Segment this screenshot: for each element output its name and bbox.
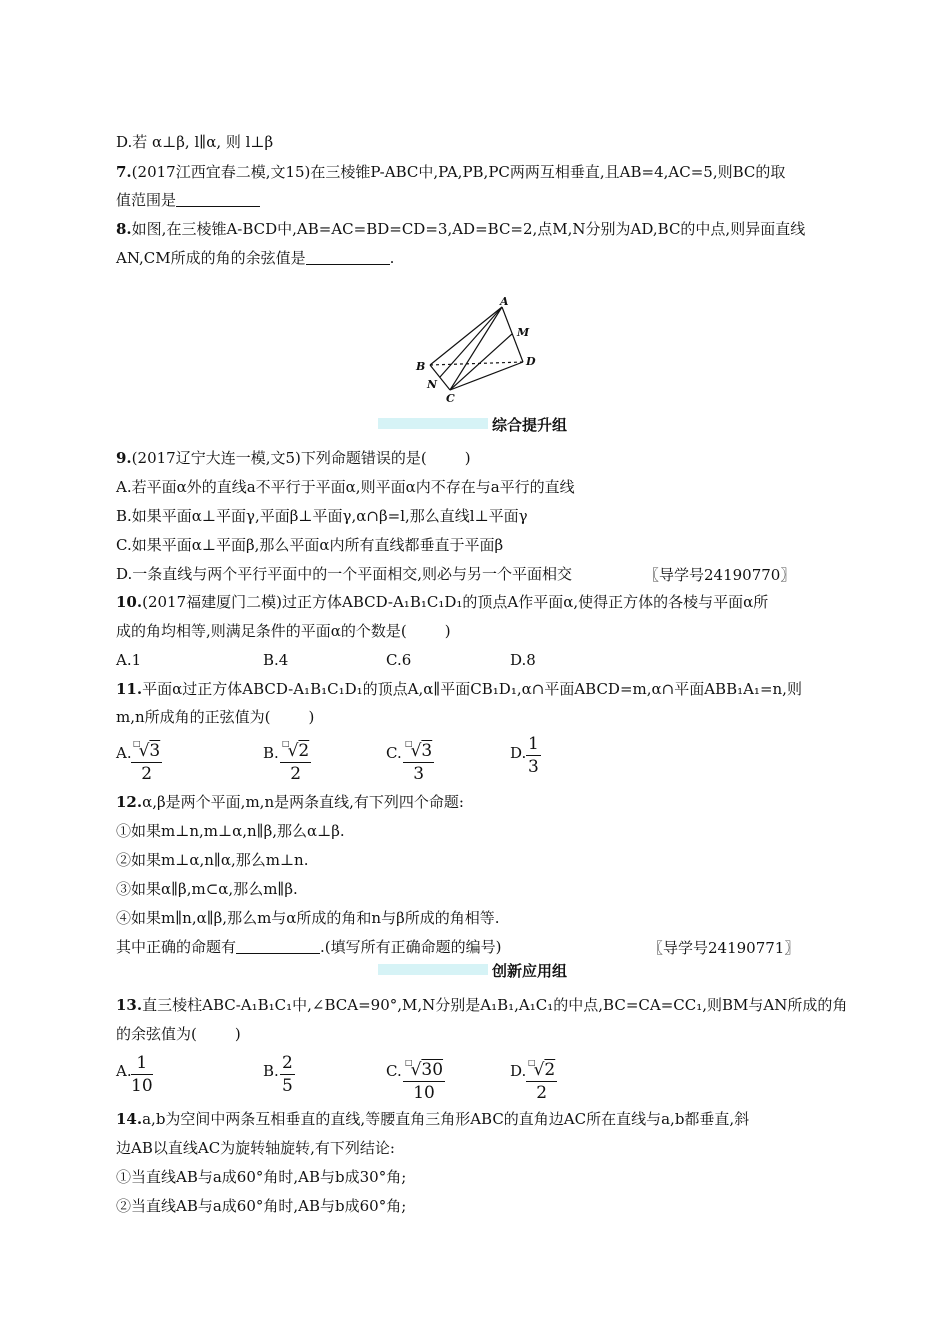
tetrahedron-figure	[410, 292, 550, 404]
q13-option-c-fraction	[403, 1052, 445, 1104]
q11-option-c-fraction	[403, 733, 434, 785]
q13-text2: 的余弦值为(	[116, 1025, 197, 1043]
q14-text1: a,b为空间中两条互相垂直的直线,等腰直角三角形ABC的直角边AC所在直线与a,b都垂直,斜	[142, 1110, 750, 1128]
q10-option-a: A.1	[116, 651, 142, 669]
segment-cm	[450, 334, 512, 390]
q11-option-b-letter: B.	[263, 744, 279, 762]
q11-option-c-letter: C.	[386, 744, 402, 762]
radical-index: □	[282, 739, 290, 748]
radical-symbol: √	[533, 1060, 545, 1080]
q9-close: )	[464, 449, 471, 467]
q11-c-numerator: 3	[421, 741, 433, 761]
section-title: 综合提升组	[492, 416, 568, 434]
q13-a-denominator: 10	[131, 1076, 153, 1096]
segment-an	[440, 307, 502, 377]
q13-close: )	[234, 1025, 241, 1043]
q13-option-c-letter: C.	[386, 1062, 402, 1080]
q12-proposition-2: ②如果m⊥α,n∥α,那么m⊥n.	[116, 851, 309, 869]
q9-option-c: C.如果平面α⊥平面β,那么平面α内所有直线都垂直于平面β	[116, 536, 504, 554]
q13-c-numerator: 30	[421, 1060, 444, 1080]
q13-option-a-fraction	[131, 1052, 153, 1097]
q10-option-d: D.8	[510, 651, 536, 669]
label-d: D	[526, 355, 536, 368]
q11-d-denominator: 3	[528, 757, 539, 777]
q9-guide-number: 〖导学号24190770〗	[644, 566, 796, 584]
q11-b-numerator: 2	[298, 741, 310, 761]
q12-guide-number: 〖导学号24190771〗	[648, 939, 800, 957]
q9-stem	[116, 448, 471, 468]
q13-line2	[116, 1024, 241, 1044]
edge-ac	[450, 307, 502, 390]
q9-option-d: D.一条直线与两个平行平面中的一个平面相交,则必与另一个平面相交	[116, 565, 573, 583]
section-bar	[378, 964, 488, 975]
q8-number: 8.	[116, 220, 132, 238]
label-b: B	[416, 360, 426, 373]
q11-line2	[116, 707, 314, 727]
q11-a-numerator: 3	[149, 741, 161, 761]
q7-text1: (2017江西宜春二模,文15)在三棱锥P-ABC中,PA,PB,PC两两互相垂直,且AB=4,AC=5,则BC的取	[131, 163, 786, 181]
edge-bd-hidden	[430, 362, 523, 365]
q13-a-numerator: 1	[131, 1052, 153, 1075]
q13-b-denominator: 5	[282, 1076, 293, 1096]
q13-option-d-fraction	[526, 1052, 557, 1104]
q6-option-d: D.若 α⊥β, l∥α, 则 l⊥β	[116, 133, 274, 151]
q13-option-d-letter: D.	[510, 1062, 527, 1080]
radical-symbol: √	[138, 741, 150, 761]
q9-option-b: B.如果平面α⊥平面γ,平面β⊥平面γ,α∩β=l,那么直线l⊥平面γ	[116, 507, 528, 525]
label-m: M	[517, 326, 530, 339]
q10-number: 10.	[116, 593, 143, 611]
q14-conclusion-1: ①当直线AB与a成60°角时,AB与b成30°角;	[116, 1168, 407, 1186]
q11-d-numerator: 1	[528, 734, 539, 754]
radical-index: □	[405, 1058, 413, 1067]
q14-line2: 边AB以直线AC为旋转轴旋转,有下列结论:	[116, 1139, 395, 1157]
q12-proposition-4: ④如果m∥n,α∥β,那么m与α所成的角和n与β所成的角相等.	[116, 909, 500, 927]
label-a: A	[500, 295, 509, 308]
label-n: N	[427, 378, 438, 391]
q11-a-denominator: 2	[141, 764, 153, 784]
q12-ask-text1: 其中正确的命题有	[116, 938, 237, 956]
radical-symbol: √	[410, 1060, 422, 1080]
radical-symbol: √	[287, 741, 299, 761]
q10-option-c: C.6	[386, 651, 412, 669]
q10-text1: (2017福建厦门二模)过正方体ABCD-A₁B₁C₁D₁的顶点A作平面α,使得正方体的各棱与平面α所	[142, 593, 769, 611]
radical-index: □	[133, 739, 141, 748]
q14-conclusion-2: ②当直线AB与a成60°角时,AB与b成60°角;	[116, 1197, 407, 1215]
q13-text1: 直三棱柱ABC-A₁B₁C₁中,∠BCA=90°,M,N分别是A₁B₁,A₁C₁的中点,BC=CA=CC₁,则BM与AN所成的角	[142, 996, 848, 1014]
q13-option-b-fraction	[280, 1052, 295, 1097]
q9-option-a: A.若平面α外的直线a不平行于平面α,则平面α内不存在与a平行的直线	[116, 478, 575, 496]
q12-stem	[116, 792, 464, 812]
q10-option-b: B.4	[263, 651, 289, 669]
q7-number: 7.	[116, 163, 132, 181]
q10-close: )	[444, 622, 451, 640]
q12-number: 12.	[116, 793, 143, 811]
section-header-comprehensive	[378, 416, 574, 433]
q7-line2	[116, 190, 260, 210]
q11-line1	[116, 679, 802, 699]
q11-option-a-fraction	[131, 733, 162, 785]
q14-line1	[116, 1109, 749, 1129]
section-bar	[378, 418, 488, 429]
edge-cd	[450, 362, 523, 390]
q11-number: 11.	[116, 680, 143, 698]
q11-close: )	[308, 708, 315, 726]
q11-option-b-fraction	[280, 733, 311, 785]
q12-proposition-1: ①如果m⊥n,m⊥α,n∥β,那么α⊥β.	[116, 822, 345, 840]
q13-option-b-letter: B.	[263, 1062, 279, 1080]
radical-index: □	[405, 739, 413, 748]
q7-answer-blank[interactable]	[176, 192, 260, 207]
q8-text2: AN,CM所成的角的余弦值是	[116, 249, 306, 267]
radical-index: □	[528, 1058, 536, 1067]
q9-number: 9.	[116, 449, 132, 467]
q8-answer-blank[interactable]	[306, 250, 390, 265]
section-header-innovation	[378, 962, 574, 979]
q11-option-a-letter: A.	[116, 744, 132, 762]
q12-text: α,β是两个平面,m,n是两条直线,有下列四个命题:	[142, 793, 464, 811]
q14-number: 14.	[116, 1110, 143, 1128]
q13-c-denominator: 10	[413, 1083, 435, 1103]
q11-b-denominator: 2	[290, 764, 302, 784]
q11-text2: m,n所成角的正弦值为(	[116, 708, 271, 726]
q8-line1	[116, 219, 805, 239]
q13-b-numerator: 2	[282, 1053, 293, 1073]
q11-option-d-letter: D.	[510, 744, 527, 762]
q10-line1	[116, 592, 768, 612]
q10-text2: 成的角均相等,则满足条件的平面α的个数是(	[116, 622, 407, 640]
q11-option-d-fraction	[526, 733, 541, 778]
q7-line1	[116, 162, 785, 182]
q11-text1: 平面α过正方体ABCD-A₁B₁C₁D₁的顶点A,α∥平面CB₁D₁,α∩平面ABCD=m,α∩平面ABB₁A₁=n,则	[142, 680, 802, 698]
q12-ask-text2: .(填写所有正确命题的编号)	[320, 938, 502, 956]
q13-d-numerator: 2	[544, 1060, 556, 1080]
label-c: C	[446, 392, 455, 404]
q13-number: 13.	[116, 996, 143, 1014]
q13-option-a-letter: A.	[116, 1062, 132, 1080]
q12-ask	[116, 937, 502, 957]
section-title: 创新应用组	[492, 962, 568, 980]
radical-symbol: √	[410, 741, 422, 761]
q8-line2: AN,CM所成的角的余弦值是 .	[116, 249, 395, 267]
q12-proposition-3: ③如果α∥β,m⊂α,那么m∥β.	[116, 880, 298, 898]
q9-text: (2017辽宁大连一模,文5)下列命题错误的是(	[131, 449, 427, 467]
edge-ab	[430, 307, 502, 365]
q13-line1	[116, 995, 847, 1015]
q10-line2	[116, 621, 451, 641]
q7-text2: 值范围是	[116, 191, 177, 209]
q12-answer-blank[interactable]	[236, 939, 320, 954]
q11-c-denominator: 3	[413, 764, 425, 784]
q13-d-denominator: 2	[536, 1083, 548, 1103]
q8-text1: 如图,在三棱锥A-BCD中,AB=AC=BD=CD=3,AD=BC=2,点M,N分别为AD,BC的中点,则异面直线	[131, 220, 806, 238]
